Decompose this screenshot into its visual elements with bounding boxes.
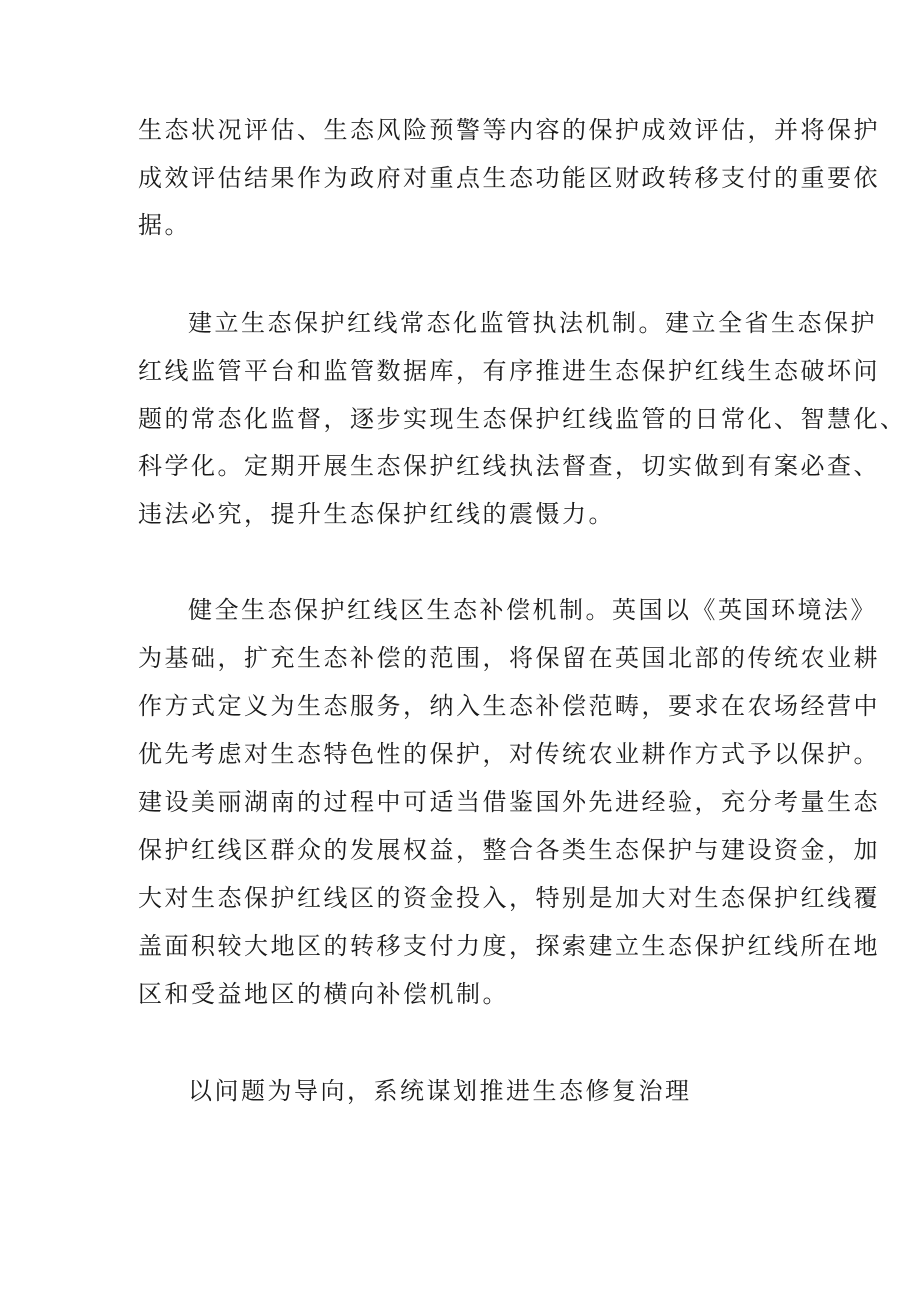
- text-line: 大对生态保护红线区的资金投入，特别是加大对生态保护红线覆: [138, 884, 880, 912]
- text-line: 保护红线区群众的发展权益，整合各类生态保护与建设资金，加: [138, 836, 880, 864]
- text-line: 据。: [138, 211, 191, 239]
- text-line: 区和受益地区的横向补偿机制。: [138, 980, 509, 1008]
- text-line: 题的常态化监督，逐步实现生态保护红线监管的日常化、智慧化、: [138, 405, 907, 433]
- text-line: 红线监管平台和监管数据库，有序推进生态保护红线生态破坏问: [138, 357, 880, 385]
- text-line: 科学化。定期开展生态保护红线执法督查，切实做到有案必查、: [138, 452, 880, 480]
- text-line: 违法必究，提升生态保护红线的震慑力。: [138, 500, 615, 528]
- text-line: 作方式定义为生态服务，纳入生态补偿范畴，要求在农场经营中: [138, 692, 880, 720]
- section-heading: 以问题为导向，系统谋划推进生态修复治理: [188, 1077, 692, 1105]
- text-line: 成效评估结果作为政府对重点生态功能区财政转移支付的重要依: [138, 164, 880, 192]
- text-line: 建立生态保护红线常态化监管执法机制。建立全省生态保护: [188, 309, 877, 337]
- text-line: 生态状况评估、生态风险预警等内容的保护成效评估，并将保护: [138, 116, 880, 144]
- text-line: 建设美丽湖南的过程中可适当借鉴国外先进经验，充分考量生态: [138, 788, 880, 816]
- text-line: 健全生态保护红线区生态补偿机制。英国以《英国环境法》: [188, 596, 877, 624]
- text-line: 盖面积较大地区的转移支付力度，探索建立生态保护红线所在地: [138, 932, 880, 960]
- text-line: 优先考虑对生态特色性的保护，对传统农业耕作方式予以保护。: [138, 740, 880, 768]
- text-line: 为基础，扩充生态补偿的范围，将保留在英国北部的传统农业耕: [138, 644, 880, 672]
